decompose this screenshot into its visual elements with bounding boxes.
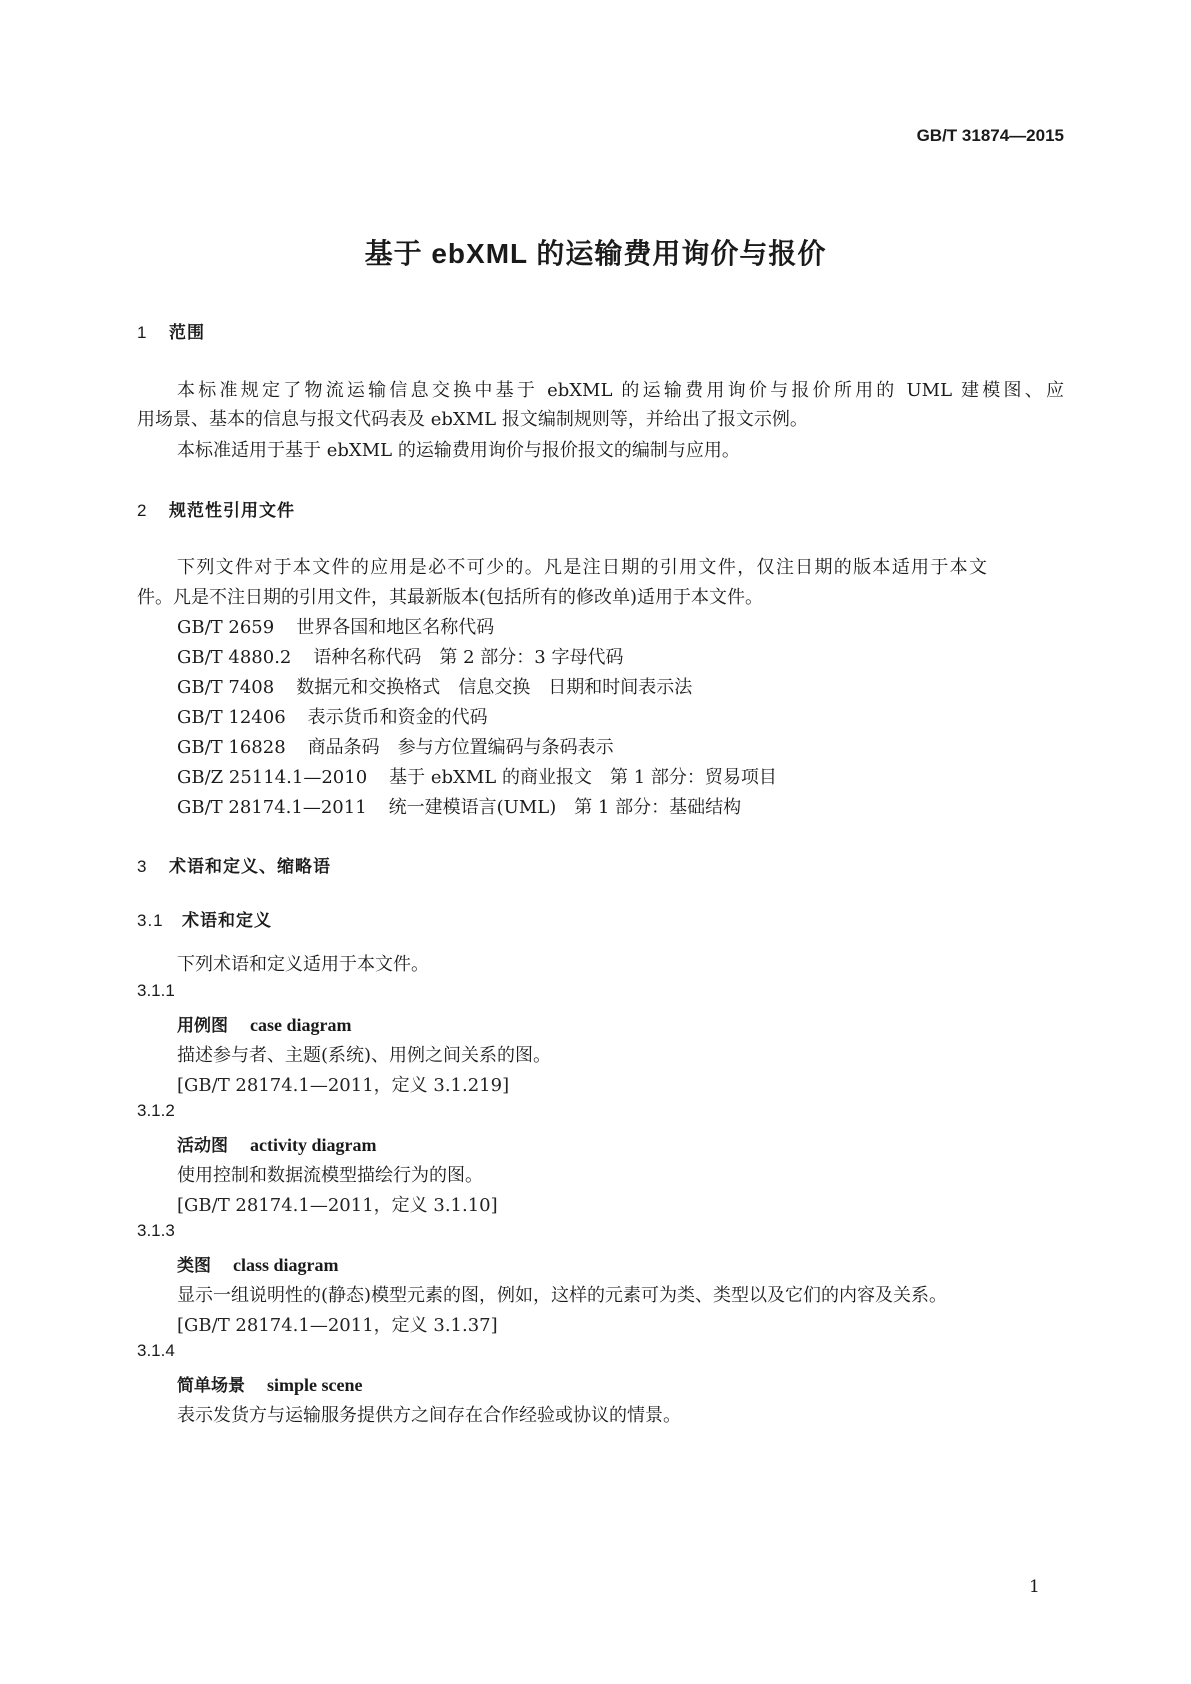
term-english: case diagram bbox=[250, 1015, 352, 1035]
reference-title: 表示货币和资金的代码 bbox=[307, 707, 488, 728]
term-chinese: 用例图 bbox=[177, 1016, 228, 1035]
reference-title: 数据元和交换格式 信息交换 日期和时间表示法 bbox=[296, 677, 693, 698]
section-number: 3 bbox=[137, 857, 148, 876]
refs-intro-line-2: 件。凡是不注日期的引用文件，其最新版本(包括所有的修改单)适用于本文件。 bbox=[137, 587, 764, 608]
term-number: 3.1.1 bbox=[137, 981, 175, 1000]
subsection-3-1-heading bbox=[137, 906, 272, 931]
term-number: 3.1.2 bbox=[137, 1101, 175, 1120]
term-number: 3.1.3 bbox=[137, 1221, 175, 1240]
section-title: 术语和定义、缩略语 bbox=[169, 857, 331, 876]
term-heading bbox=[177, 1131, 376, 1156]
reference-item bbox=[177, 793, 741, 819]
scope-paragraph-2: 本标准适用于基于 ebXML 的运输费用询价与报价报文的编制与应用。 bbox=[177, 440, 740, 461]
reference-code: GB/T 2659 bbox=[177, 617, 275, 638]
term-definition: 表示发货方与运输服务提供方之间存在合作经验或协议的情景。 bbox=[177, 1405, 681, 1426]
terms-intro: 下列术语和定义适用于本文件。 bbox=[177, 954, 429, 975]
section-title: 规范性引用文件 bbox=[169, 501, 295, 520]
scope-paragraph-1-line-2: 用场景、基本的信息与报文代码表及 ebXML 报文编制规则等，并给出了报文示例。 bbox=[137, 409, 808, 430]
reference-code: GB/T 16828 bbox=[177, 737, 286, 758]
term-english: class diagram bbox=[233, 1255, 339, 1275]
paragraph-line bbox=[177, 376, 1064, 402]
reference-item bbox=[177, 763, 777, 789]
document-code: GB/T 31874—2015 bbox=[916, 126, 1064, 145]
section-2-heading bbox=[137, 496, 295, 521]
refs-intro-line-1: 下列文件对于本文件的应用是必不可少的。凡是注日期的引用文件，仅注日期的版本适用于本文 bbox=[177, 557, 987, 578]
section-number: 1 bbox=[137, 323, 148, 342]
reference-code: GB/T 4880.2 bbox=[177, 647, 292, 668]
reference-title: 统一建模语言(UML) 第 1 部分：基础结构 bbox=[388, 797, 742, 818]
term-heading bbox=[177, 1011, 351, 1036]
term-heading bbox=[177, 1371, 362, 1396]
reference-title: 商品条码 参与方位置编码与条码表示 bbox=[307, 737, 614, 758]
reference-item bbox=[177, 673, 692, 699]
term-heading bbox=[177, 1251, 339, 1276]
reference-item bbox=[177, 613, 494, 639]
reference-title: 世界各国和地区名称代码 bbox=[296, 617, 495, 638]
reference-code: GB/Z 25114.1—2010 bbox=[177, 767, 368, 788]
paragraph-line bbox=[177, 553, 987, 579]
term-chinese: 类图 bbox=[177, 1256, 211, 1275]
reference-title: 基于 ebXML 的商业报文 第 1 部分：贸易项目 bbox=[389, 767, 777, 788]
section-3-heading bbox=[137, 852, 331, 877]
subsection-title: 术语和定义 bbox=[182, 911, 272, 930]
section-title: 范围 bbox=[169, 323, 205, 342]
reference-item bbox=[177, 703, 488, 729]
term-source: [GB/T 28174.1—2011，定义 3.1.219] bbox=[177, 1075, 510, 1096]
page-number: 1 bbox=[1029, 1577, 1040, 1597]
reference-code: GB/T 7408 bbox=[177, 677, 275, 698]
section-1-heading bbox=[137, 318, 205, 343]
term-number: 3.1.4 bbox=[137, 1341, 175, 1360]
subsection-number: 3.1 bbox=[137, 911, 164, 930]
term-chinese: 活动图 bbox=[177, 1136, 228, 1155]
term-source: [GB/T 28174.1—2011，定义 3.1.37] bbox=[177, 1315, 498, 1336]
reference-item bbox=[177, 733, 614, 759]
term-source: [GB/T 28174.1—2011，定义 3.1.10] bbox=[177, 1195, 498, 1216]
reference-item bbox=[177, 643, 623, 669]
term-definition: 描述参与者、主题(系统)、用例之间关系的图。 bbox=[177, 1045, 552, 1066]
reference-title: 语种名称代码 第 2 部分：3 字母代码 bbox=[313, 647, 624, 668]
reference-code: GB/T 28174.1—2011 bbox=[177, 797, 367, 818]
section-number: 2 bbox=[137, 501, 148, 520]
scope-paragraph-1-line-1: 本标准规定了物流运输信息交换中基于 ebXML 的运输费用询价与报价所用的 UML 建模图、应 bbox=[177, 380, 1064, 401]
term-english: activity diagram bbox=[250, 1135, 377, 1155]
term-english: simple scene bbox=[267, 1375, 363, 1395]
term-definition: 显示一组说明性的(静态)模型元素的图，例如，这样的元素可为类、类型以及它们的内容及关系。 bbox=[177, 1285, 948, 1306]
term-definition: 使用控制和数据流模型描绘行为的图。 bbox=[177, 1165, 483, 1186]
term-chinese: 简单场景 bbox=[177, 1376, 245, 1395]
reference-code: GB/T 12406 bbox=[177, 707, 286, 728]
document-title: 基于 ebXML 的运输费用询价与报价 bbox=[364, 238, 827, 269]
